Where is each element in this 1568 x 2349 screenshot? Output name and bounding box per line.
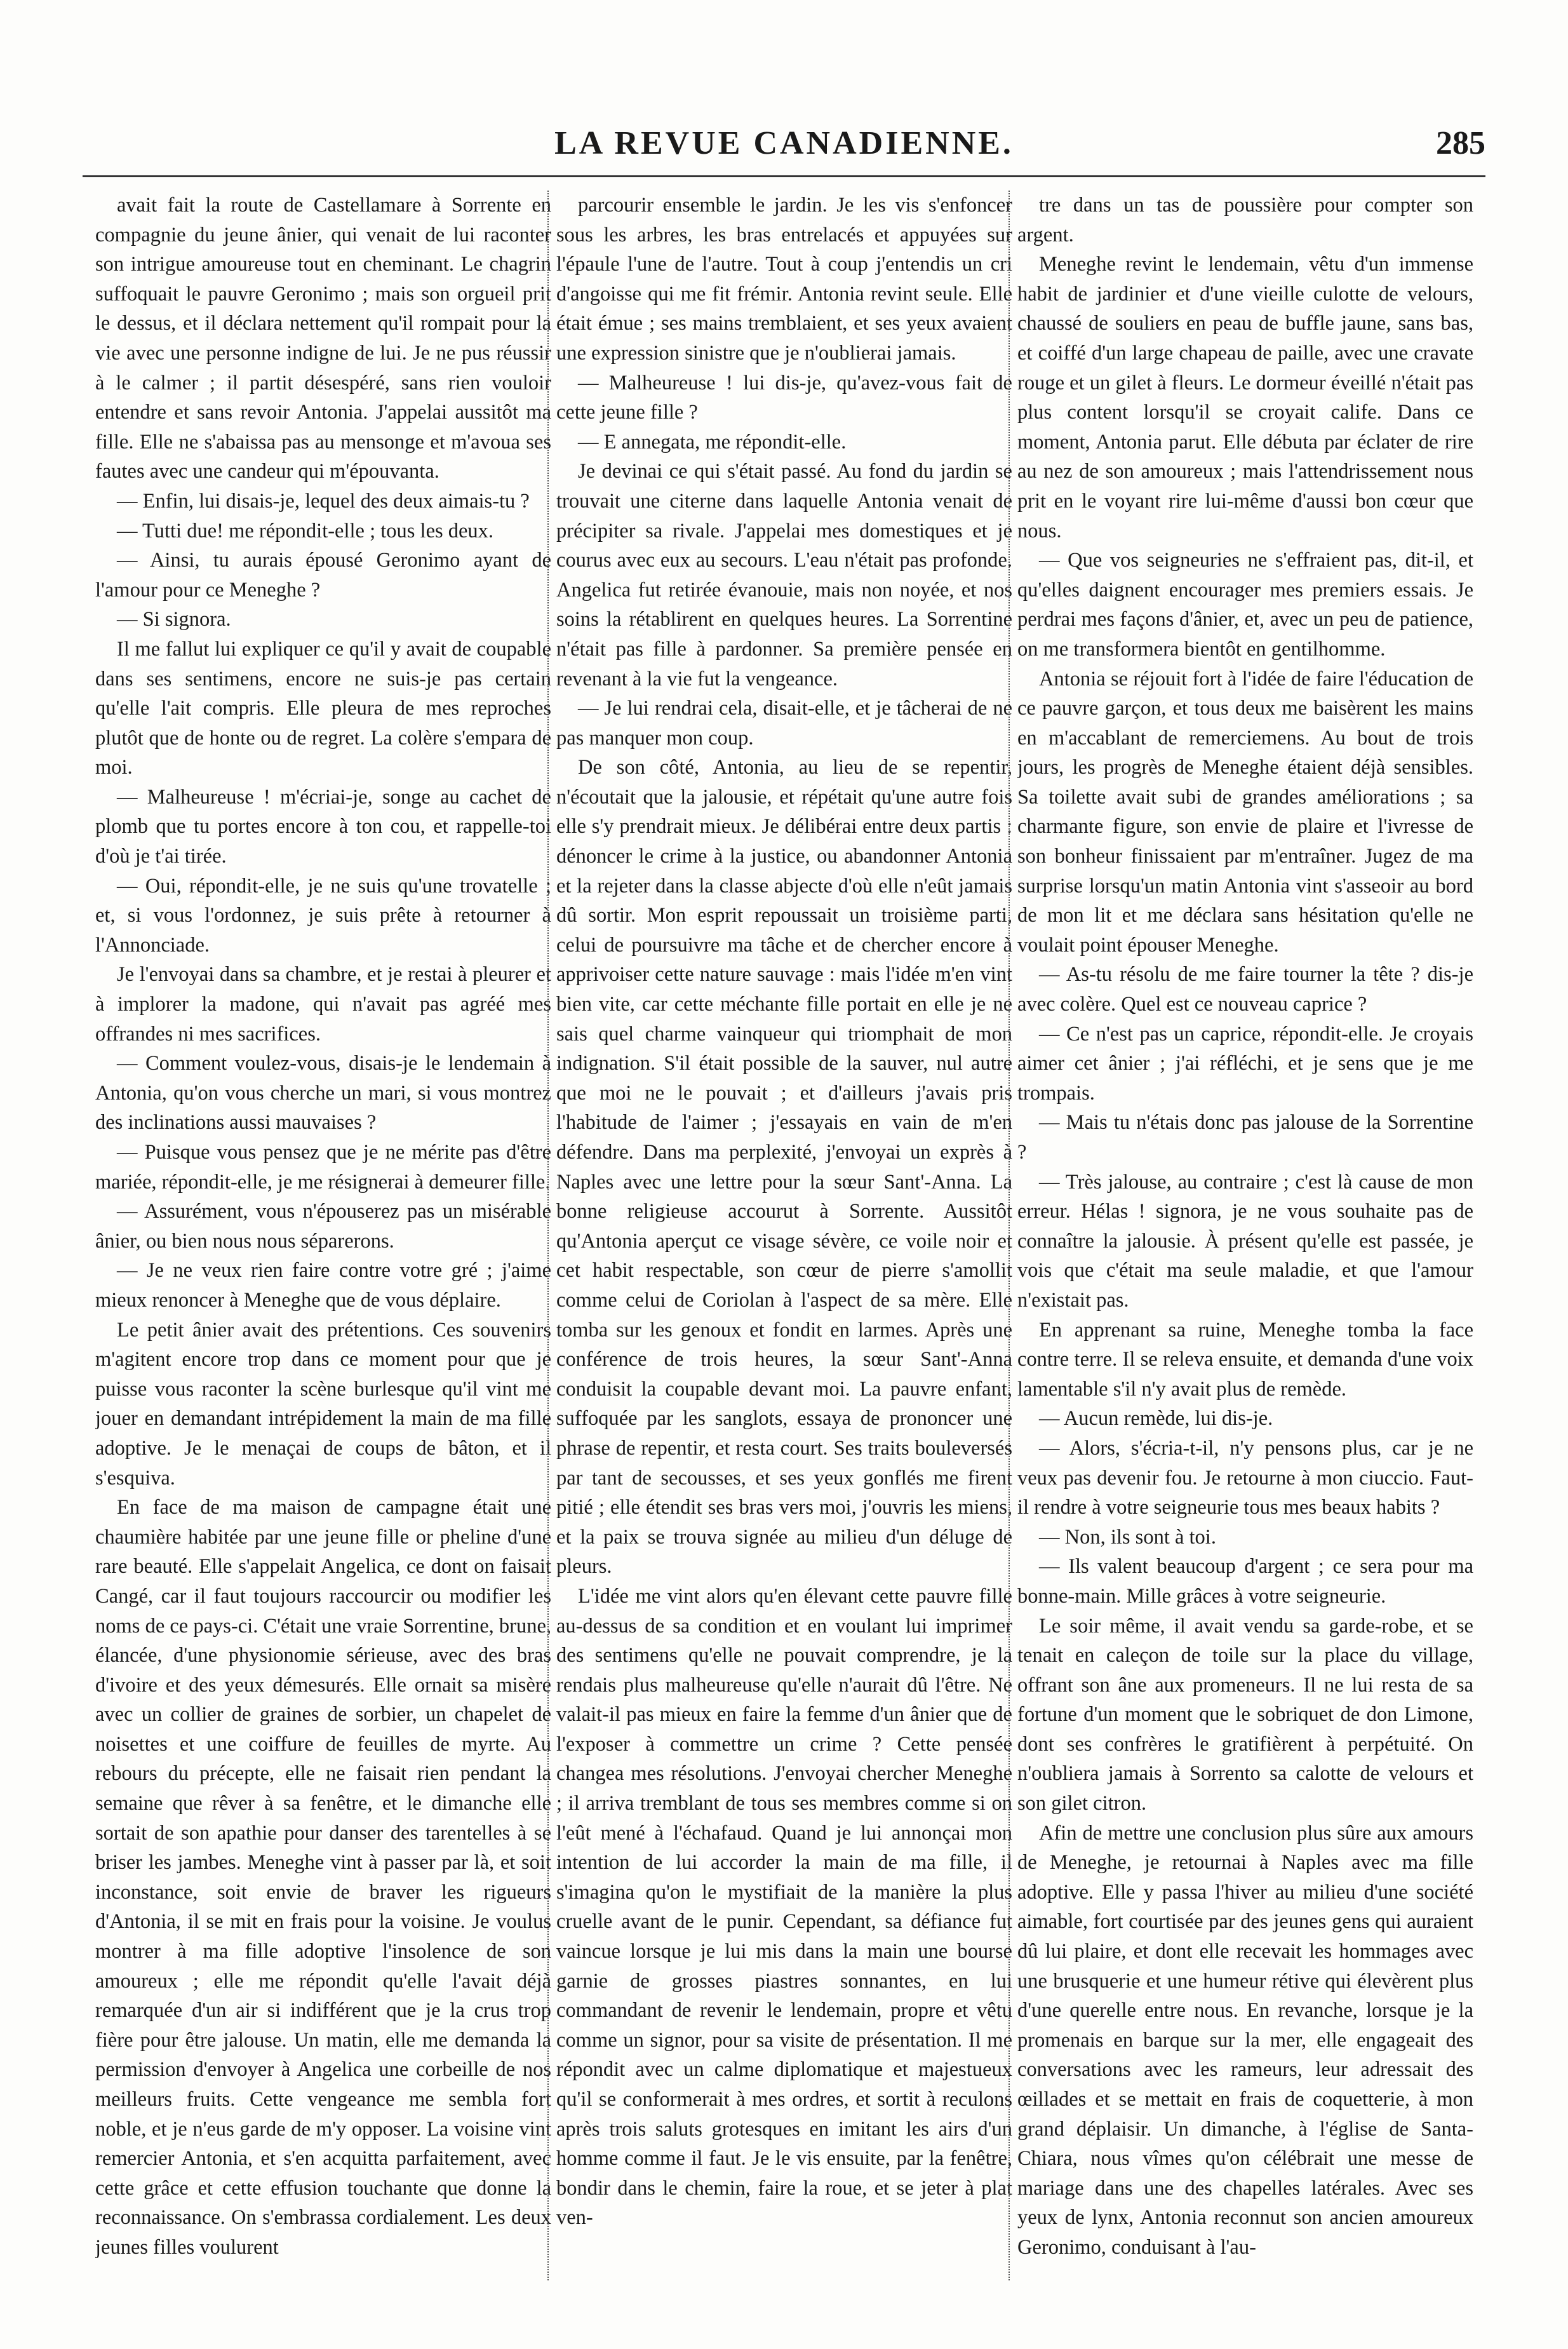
text-column-2 xyxy=(556,191,1012,2299)
paragraph: — Puisque vous pensez que je ne mérite pas d'être mariée, répondit-elle, je me résignerai à demeurer fille. xyxy=(95,1141,551,1194)
paragraph: parcourir ensemble le jardin. Je les vis s'enfoncer sous les arbres, les bras entrelacés et appuyées sur l'épaule l'une de l'autre. Tout à coup j'entendis un cri d'angoisse qui me fit frémir. Antonia revint seule. Elle était émue ; ses mains tremblaient, et ses yeux avaient une expression sinistre que je n'oublierai jamais. xyxy=(556,194,1012,365)
paragraph: L'idée me vint alors qu'en élevant cette pauvre fille au-dessus de sa condition et en voulant lui imprimer des sentimens qu'elle ne pouvait comprendre, je la rendais plus malheureuse qu'elle n'aurait dû l'être. Ne valait-il pas mieux en faire la femme d'un ânier que de l'exposer à commettre un crime ? Cette pensée changea mes résolutions. J'envoyai chercher Meneghe ; il arriva tremblant de tous ses membres comme si on l'eût mené à l'échafaud. Quand je lui annonçai mon intention de lui accorder la main de ma fille, il s'imagina qu'on le mystifiait de la manière la plus cruelle avant de le punir. Cependant, sa défiance fut vaincue lorsque je lui mis dans la main une bourse garnie de grosses piastres sonnantes, en lui commandant de revenir le lendemain, propre et vêtu comme un signor, pour sa visite de présentation. Il me répondit avec un calme diplomatique et majestueux qu'il se conformerait à mes ordres, et sortit à reculons après trois saluts grotesques en imitant les airs d'un homme comme il faut. Je le vis ensuite, par la fenêtre, bondir dans le chemin, faire la roue, et se jeter à plat ven- xyxy=(556,1584,1012,2230)
paragraph: — Si signora. xyxy=(117,608,231,631)
paragraph: Le petit ânier avait des prétentions. Ces souvenirs m'agitent encore trop dans ce moment pour que je puisse vous raconter la scène burlesque qu'il vint me jouer en demandant intrépidement la main de ma fille adoptive. Je le menaçai de coups de bâton, et il s'esquiva. xyxy=(95,1318,551,1490)
paragraph: Il me fallut lui expliquer ce qu'il y avait de coupable dans ses sentimens, encore ne suis-je pas certain qu'elle l'ait compris. Elle pleura de mes reproches plutôt que de honte ou de regret. La colère s'empara de moi. xyxy=(95,637,551,779)
paragraph: — Je ne veux rien faire contre votre gré ; j'aime mieux renoncer à Meneghe que de vous déplaire. xyxy=(95,1259,551,1312)
paragraph: — Ce n'est pas un caprice, répondit-elle. Je croyais aimer cet ânier ; j'ai réfléchi, et je sens que je me trompais. xyxy=(1017,1022,1473,1105)
paragraph: — As-tu résolu de me faire tourner la tête ? dis-je avec colère. Quel est ce nouveau caprice ? xyxy=(1017,963,1473,1016)
page-header xyxy=(83,125,1485,182)
paragraph: Meneghe revint le lendemain, vêtu d'un immense habit de jardinier et d'une vieille culotte de velours, chaussé de souliers en peau de buffle jaune, sans bas, et coiffé d'un large chapeau de paille, avec une cravate rouge et un gilet à fleurs. Le dormeur éveillé n'était pas plus content lorsqu'il se croyait calife. Dans ce moment, Antonia parut. Elle débuta par éclater de rire au nez de son amoureux ; mais l'attendrissement nous prit en le voyant rire lui-même d'aussi bon cœur que nous. xyxy=(1017,253,1473,542)
paragraph: — Tutti due! me répondit-elle ; tous les deux. xyxy=(117,519,494,542)
text-column-3 xyxy=(1017,191,1473,2299)
paragraph: — Oui, répondit-elle, je ne suis qu'une trovatelle ; et, si vous l'ordonnez, je suis prête à retourner à l'Annonciade. xyxy=(95,874,551,957)
text-column-1 xyxy=(95,191,551,2299)
paragraph: — Malheureuse ! lui dis-je, qu'avez-vous fait de cette jeune fille ? xyxy=(556,371,1012,424)
paragraph: — Enfin, lui disais-je, lequel des deux aimais-tu ? xyxy=(117,489,530,513)
paragraph: En apprenant sa ruine, Meneghe tomba la face contre terre. Il se releva ensuite, et demanda d'une voix lamentable s'il n'y avait plus de remède. xyxy=(1017,1318,1473,1401)
paragraph: — Aucun remède, lui dis-je. xyxy=(1039,1407,1273,1430)
paragraph: — Que vos seigneuries ne s'effraient pas, dit-il, et qu'elles daignent encourager mes premiers essais. Je perdrai mes façons d'ânier, et, avec un peu de patience, on me transformera bientôt en gentilhomme. xyxy=(1017,549,1473,661)
paragraph: — Ainsi, tu aurais épousé Geronimo ayant de l'amour pour ce Meneghe ? xyxy=(95,549,551,602)
paragraph: Je l'envoyai dans sa chambre, et je restai à pleurer et à implorer la madone, qui n'avait pas agréé mes offrandes ni mes sacrifices. xyxy=(95,963,551,1046)
page-number: 285 xyxy=(1436,125,1485,161)
paragraph: — Très jalouse, au contraire ; c'est là cause de mon erreur. Hélas ! signora, je ne vous souhaite pas de connaître la jalousie. À présent qu'elle est passée, je vois que c'était ma seule maladie, et que l'amour n'existait pas. xyxy=(1017,1170,1473,1312)
paragraph: Le soir même, il avait vendu sa garde-robe, et se tenait en caleçon de toile sur la place du village, offrant son âne aux promeneurs. Il ne lui resta de sa fortune d'un moment que le sobriquet de don Limone, dont ses confrères le gratifièrent à perpétuité. On n'oubliera jamais à Sorrento sa calotte de velours et son gilet citron. xyxy=(1017,1614,1473,1815)
paragraph: — Mais tu n'étais donc pas jalouse de la Sorrentine ? xyxy=(1017,1111,1473,1164)
paragraph: — Ils valent beaucoup d'argent ; ce sera pour ma bonne-main. Mille grâces à votre seigneurie. xyxy=(1017,1555,1473,1608)
paragraph: — Je lui rendrai cela, disait-elle, et je tâcherai de ne pas manquer mon coup. xyxy=(556,697,1012,750)
paragraph: Afin de mettre une conclusion plus sûre aux amours de Meneghe, je retournai à Naples avec ma fille adoptive. Elle y passa l'hiver au milieu d'une société aimable, fort courtisée par des jeunes gens qui auraient dû lui plaire, et dont elle recevait les hommages avec une brusquerie et une humeur rétive qui élevèrent plus d'une querelle entre nous. En revanche, lorsque je la promenais en barque sur la mer, elle engageait des conversations avec les rameurs, leur adressait des œillades et se mettait en frais de coquetterie, à mon grand déplaisir. Un dimanche, à l'église de Santa-Chiara, nous vîmes qu'on célébrait une messe de mariage dans une des chapelles latérales. Avec ses yeux de lynx, Antonia reconnut son ancien amoureux Geronimo, conduisant à l'au- xyxy=(1017,1821,1473,2259)
paragraph: — Assurément, vous n'épouserez pas un misérable ânier, ou bien nous nous séparerons. xyxy=(95,1200,551,1253)
paragraph: tre dans un tas de poussière pour compter son argent. xyxy=(1017,194,1473,246)
paragraph: avait fait la route de Castellamare à Sorrente en compagnie du jeune ânier, qui venait de lui raconter son intrigue amoureuse tout en cheminant. Le chagrin suffoquait le pauvre Geronimo ; mais son orgueil prit le dessus, et il déclara nettement qu'il rompait pour la vie avec une personne indigne de lui. Je ne pus réussir à le calmer ; il partit désespéré, sans rien vouloir entendre et sans revoir Antonia. J'appelai aussitôt ma fille. Elle ne s'abaissa pas au mensonge et m'avoua ses fautes avec une candeur qui m'épouvanta. xyxy=(95,194,551,483)
paragraph: — Malheureuse ! m'écriai-je, songe au cachet de plomb que tu portes encore à ton cou, et rappelle-toi d'où je t'ai tirée. xyxy=(95,785,551,868)
paragraph: — Alors, s'écria-t-il, n'y pensons plus, car je ne veux pas devenir fou. Je retourne à mon ciuccio. Faut-il rendre à votre seigneurie tous mes beaux habits ? xyxy=(1017,1436,1473,1519)
paragraph: — Comment voulez-vous, disais-je le lendemain à Antonia, qu'on vous cherche un mari, si vous montrez des inclinations aussi mauvaises ? xyxy=(95,1052,551,1134)
journal-title: LA REVUE CANADIENNE. xyxy=(554,125,1014,161)
paragraph: De son côté, Antonia, au lieu de se repentir, n'écoutait que la jalousie, et répétait qu'une autre fois elle s'y prendrait mieux. Je délibérai entre deux partis : dénoncer le crime à la justice, ou abandonner Antonia et la rejeter dans la classe abjecte d'où elle n'eût jamais dû sortir. Mon esprit repoussait un troisième parti, celui de poursuivre ma tâche et de chercher encore à apprivoiser cette nature sauvage : mais l'idée m'en vint bien vite, car cette méchante fille portait en elle je ne sais quel charme vainqueur qui triomphait de mon indignation. S'il était possible de la sauver, nul autre que moi ne le pouvait ; et d'ailleurs j'avais pris l'habitude de l'aimer ; j'essayais en vain de m'en défendre. Dans ma perplexité, j'envoyai un exprès à Naples avec une lettre pour la sœur Sant'-Anna. La bonne religieuse accourut à Sorrente. Aussitôt qu'Antonia aperçut ce visage sévère, ce voile noir et cet habit respectable, son cœur de pierre s'amollit comme celui de Coriolan à l'aspect de sa mère. Elle tomba sur les genoux et fondit en larmes. Après une conférence de trois heures, la sœur Sant'-Anna conduisit la coupable devant moi. La pauvre enfant, suffoquée par les sanglots, essaya de prononcer une phrase de repentir, et resta court. Ses traits bouleversés par tant de secousses, et ses yeux gonflés me firent pitié ; elle étendit ses bras vers moi, j'ouvris les miens, et la paix se trouva signée au milieu d'un déluge de pleurs. xyxy=(556,756,1012,1578)
column-separator xyxy=(547,191,549,2280)
header-rule xyxy=(83,175,1485,177)
column-separator xyxy=(1008,191,1010,2280)
paragraph: Antonia se réjouit fort à l'idée de faire l'éducation de ce pauvre garçon, et tous deux me baisèrent les mains en m'accablant de remerciemens. Au bout de trois jours, les progrès de Meneghe étaient déjà sensibles. Sa toilette avait subi de grandes améliorations ; sa charmante figure, son envie de plaire et l'ivresse de son bonheur finissaient par m'entraîner. Jugez de ma surprise lorsqu'un matin Antonia vint s'asseoir au bord de mon lit et me déclara sans hésitation qu'elle ne voulait point épouser Meneghe. xyxy=(1017,667,1473,957)
paragraph: — E annegata, me répondit-elle. xyxy=(578,430,847,454)
paragraph: Je devinai ce qui s'était passé. Au fond du jardin se trouvait une citerne dans laquelle Antonia venait de précipiter sa rivale. J'appelai mes domestiques et je courus avec eux au secours. L'eau n'était pas profonde. Angelica fut retirée évanouie, mais non noyée, et nos soins la rétablirent en quelques heures. La Sorrentine n'était pas fille à pardonner. Sa première pensée en revenant à la vie fut la vengeance. xyxy=(556,460,1012,690)
paragraph: En face de ma maison de campagne était une chaumière habitée par une jeune fille or pheline d'une rare beauté. Elle s'appelait Angelica, ce dont on faisait Cangé, car il faut toujours raccourcir ou modifier les noms de ce pays-ci. C'était une vraie Sorrentine, brune, élancée, d'une physionomie sérieuse, avec des bras d'ivoire et des yeux démesurés. Elle ornait sa misère avec un collier de graines de sorbier, un chapelet de noisettes et une coiffure de feuilles de myrte. Au rebours du précepte, elle ne faisait rien pendant la semaine que rêver à sa fenêtre, et le dimanche elle sortait de son apathie pour danser des tarentelles à se briser les jambes. Meneghe vint à passer par là, et soit inconstance, soit envie de braver les rigueurs d'Antonia, il se mit en frais pour la voisine. Je voulus montrer à ma fille adoptive l'insolence de son amoureux ; elle me répondit qu'elle l'avait déjà remarquée d'un air si indifférent que je la crus trop fière pour être jalouse. Un matin, elle me demanda la permission d'envoyer à Angelica une corbeille de nos meilleurs fruits. Cette vengeance me sembla fort noble, et je n'eus garde de m'y opposer. La voisine vint remercier Antonia, et s'en acquitta parfaitement, avec cette grâce et cette effusion touchante que donne la reconnaissance. On s'embrassa cordialement. Les deux jeunes filles voulurent xyxy=(95,1496,551,2259)
paragraph: — Non, ils sont à toi. xyxy=(1039,1525,1216,1549)
